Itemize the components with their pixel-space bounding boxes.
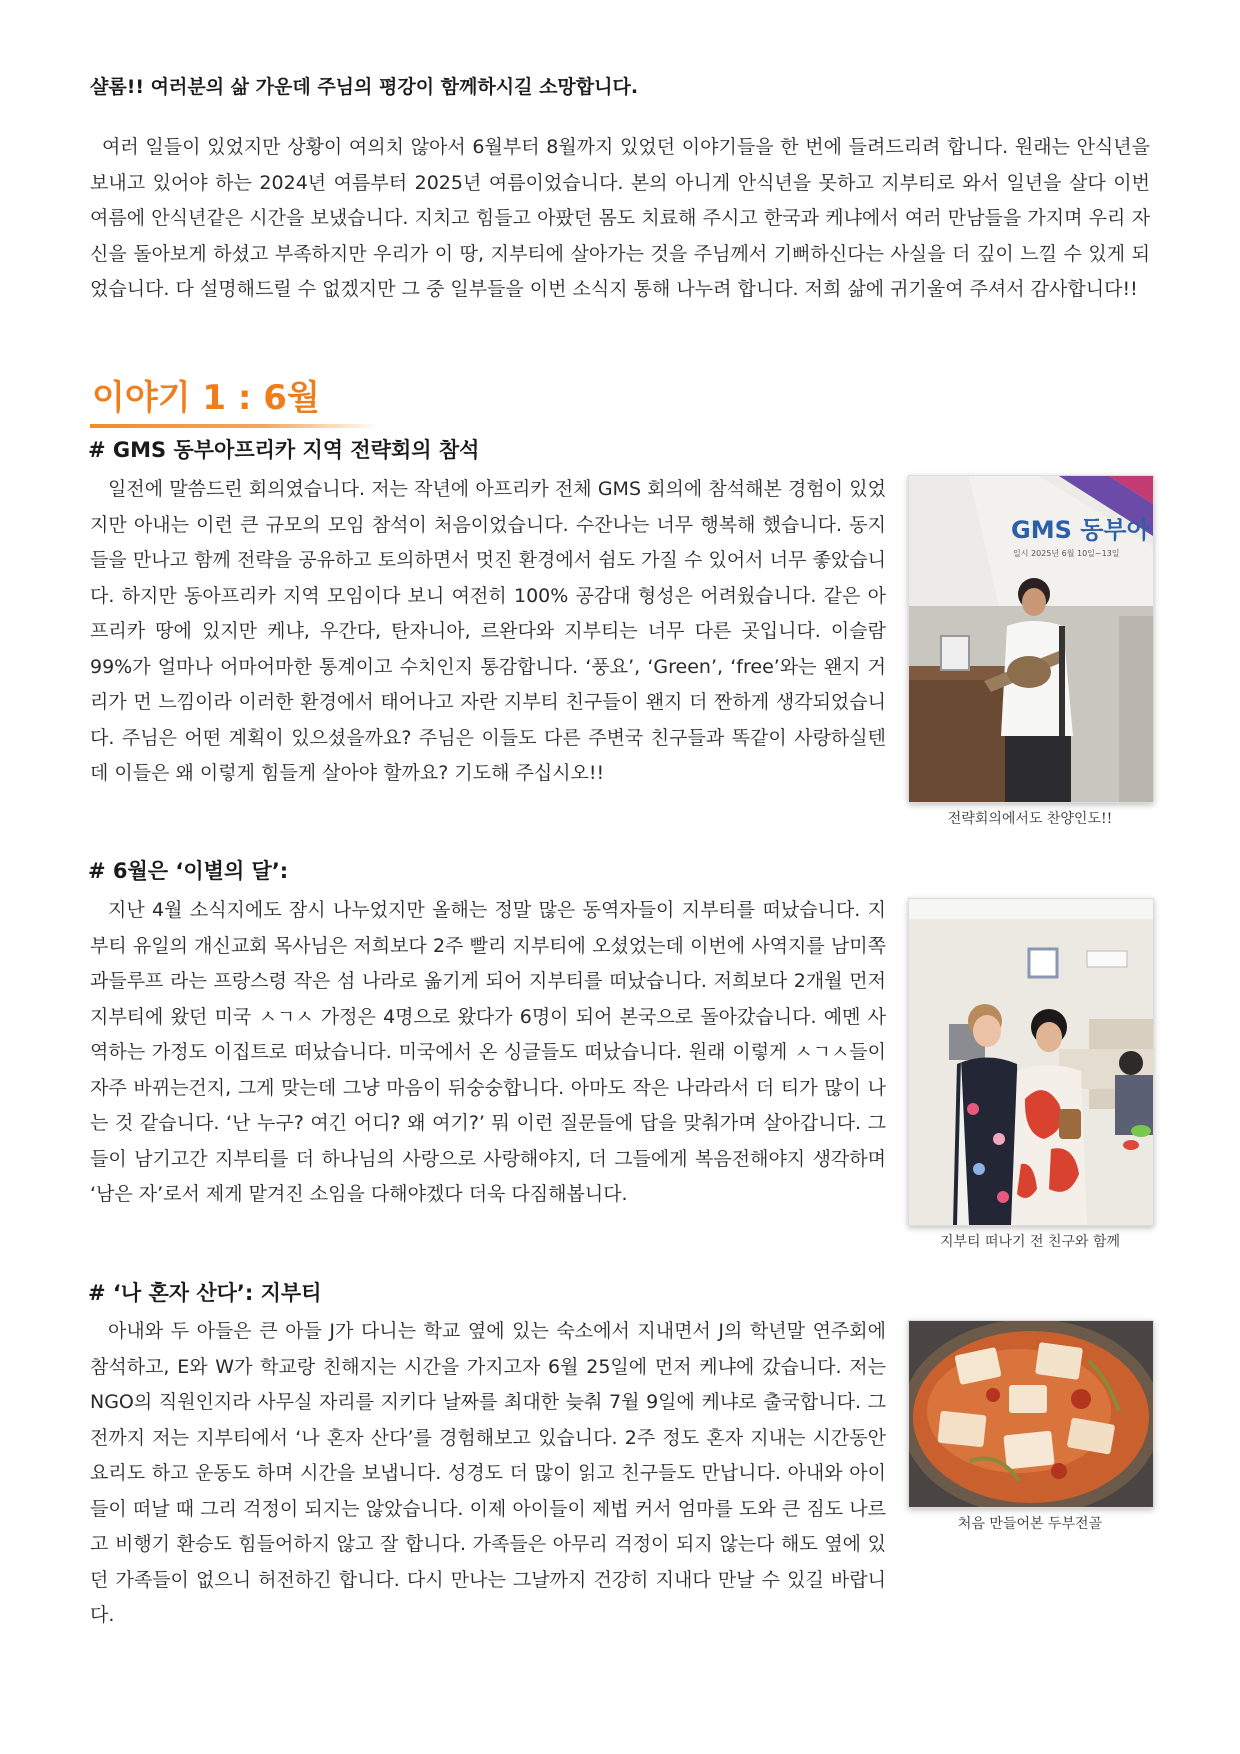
title-underline — [90, 424, 380, 428]
story-title: 이야기 1 : 6월 — [92, 378, 320, 418]
caption-worship-leading: 전략회의에서도 찬양인도!! — [947, 811, 1113, 827]
intro-paragraph: 여러 일들이 있었지만 상황이 여의치 않아서 6월부터 8월까지 있었던 이야기들을 한 번에 들려드리려 합니다. 원래는 안식년을 보내고 있어야 하는 2024년 여름부터 2025년 여름이었습니다. 본의 아니게 안식년을 못하고 지부티로 와서 일년을 살다 이번 여름에 안식년같은 시간을 보냈습니다. 지치고 힘들고 아팠던 몸도 치료해 주시고 한국과 케냐에서 여러 만남들을 가지며 우리 자신을 돌아보게 하셨고 부족하지만 우리가 이 땅, 지부티에 살아가는 것을 주님께서 기뻐하신다는 사실을 더 깊이 느낄 수 있게 되었습니다. 다 설명해드릴 수 없겠지만 그 중 일부들을 이번 소식지 통해 나누려 합니다. 저희 삶에 귀기울여 주셔서 감사합니다!! — [90, 136, 1150, 300]
section-body-farewell-month: 지난 4월 소식지에도 잠시 나누었지만 올해는 정말 많은 동역자들이 지부티를 떠났습니다. 지부티 유일의 개신교회 목사님은 저희보다 2주 빨리 지부티에 오셨었는데 이번에 사역지를 남미쪽 과들루프 라는 프랑스령 작은 섬 나라로 옮기게 되어 지부티를 떠났습니다. 저희보다 2개월 먼저 지부티에 왔던 미국 ㅅㄱㅅ 가정은 4명으로 왔다가 6명이 되어 본국으로 돌아갔습니다. 예멘 사역하는 가정도 이집트로 떠났습니다. 미국에서 온 싱글들도 떠났습니다. 원래 이렇게 ㅅㄱㅅ들이 자주 바뀌는건지, 그게 맞는데 그냥 마음이 뒤숭숭합니다. 아마도 작은 나라라서 더 티가 많이 나는 것 같습니다. ‘난 누구? 여긴 어디? 왜 여기?’ 뭐 이런 질문들에 답을 맞춰가며 살아갑니다. 그들이 남기고간 지부티를 더 하나님의 사랑으로 사랑해야지, 더 그들에게 복음전해야지 생각하며 ‘남은 자’로서 제게 맡겨진 소임을 다해야겠다 더욱 다짐해봅니다. — [90, 899, 886, 1205]
photo-banner-date: 일시 2025년 6월 10일~13일 — [1013, 549, 1120, 558]
photo-friends-farewell — [908, 898, 1154, 1226]
photo-tofu-stew — [908, 1320, 1154, 1508]
photo-worship-leading — [908, 475, 1154, 803]
greeting: 샬롬!! 여러분의 삶 가운데 주님의 평강이 함께하시길 소망합니다. — [90, 76, 639, 98]
caption-friends-farewell: 지부티 떠나기 전 친구와 함께 — [939, 1234, 1121, 1250]
section-heading-gms-meeting: # GMS 동부아프리카 지역 전략회의 참석 — [88, 438, 480, 462]
section-heading-farewell-month: # 6월은 ‘이별의 달’: — [88, 859, 289, 883]
tofu-stew-image — [909, 1321, 1153, 1507]
section-body-gms-meeting: 일전에 말씀드린 회의였습니다. 저는 작년에 아프리카 전체 GMS 회의에 참석해본 경험이 있었지만 아내는 이런 큰 규모의 모임 참석이 처음이었습니다. 수잔나는 너무 행복해 했습니다. 동지들을 만나고 함께 전략을 공유하고 토의하면서 멋진 환경에서 쉼도 가질 수 있어서 너무 좋았습니다. 하지만 동아프리카 지역 모임이다 보니 여전히 100% 공감대 형성은 어려웠습니다. 같은 아프리카 땅에 있지만 케냐, 우간다, 탄자니아, 르완다와 지부티는 너무 다른 곳입니다. 이슬람 99%가 얼마나 어마어마한 통계이고 수치인지 통감합니다. ‘풍요’, ‘Green’, ‘free’와는 왠지 거리가 먼 느낌이라 이러한 환경에서 태어나고 자란 지부티 친구들이 왠지 더 짠하게 생각되었습니다. 주님은 어떤 계획이 있으셨을까요? 주님은 이들도 다른 주변국 친구들과 똑같이 사랑하실텐데 이들은 왜 이렇게 힘들게 살아야 할까요? 기도해 주십시오!! — [90, 478, 886, 784]
section-heading-living-alone: # ‘나 혼자 산다’: 지부티 — [88, 1281, 322, 1305]
caption-tofu-stew: 처음 만들어본 두부전골 — [957, 1516, 1103, 1532]
photo-banner-text: GMS 동부아 — [1011, 516, 1150, 544]
friends-photo-image — [909, 899, 1153, 1225]
worship-photo-image — [909, 476, 1153, 802]
section-body-living-alone: 아내와 두 아들은 큰 아들 J가 다니는 학교 옆에 있는 숙소에서 지내면서 J의 학년말 연주회에 참석하고, E와 W가 학교랑 친해지는 시간을 가지고자 6월 25일에 먼저 케냐에 갔습니다. 저는 NGO의 직원인지라 사무실 자리를 지키다 날짜를 최대한 늦춰 7월 9일에 케냐로 출국합니다. 그 전까지 저는 지부티에서 ‘나 혼자 산다’를 경험해보고 있습니다. 2주 정도 혼자 지내는 시간동안 요리도 하고 운동도 하며 시간을 보냅니다. 성경도 더 많이 읽고 친구들도 만납니다. 아내와 아이들이 떠날 때 그리 걱정이 되지는 않았습니다. 이제 아이들이 제법 커서 엄마를 도와 큰 짐도 나르고 비행기 환승도 힘들어하지 않고 잘 합니다. 가족들은 아무리 걱정이 되지 않는다 해도 옆에 있던 가족들이 없으니 허전하긴 합니다. 다시 만나는 그날까지 건강히 지내다 만날 수 있길 바랍니다. — [90, 1320, 886, 1626]
